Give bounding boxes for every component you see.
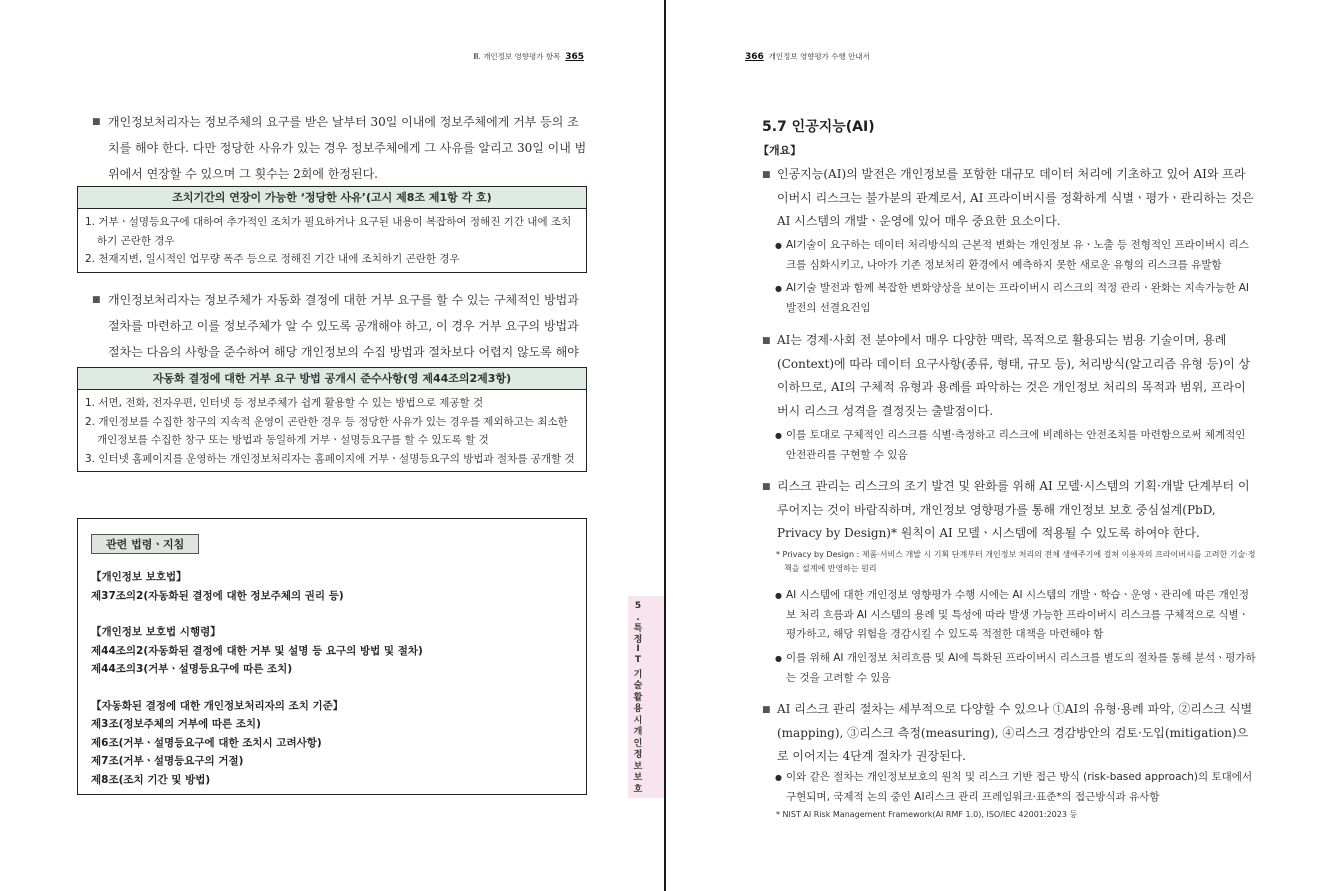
side-tab-char: 정 [633,635,643,645]
dot-bullet-icon: ● [775,654,782,663]
law-article: 제3조(정보주체의 거부에 따른 조치) [91,718,261,730]
side-tab-char: 개 [633,727,643,737]
square-bullet-icon: ■ [762,336,771,346]
side-tab-char: 활 [633,692,643,703]
dot-bullet-icon: ● [775,284,782,293]
bullet-text: 이를 토대로 구체적인 리스크를 식별·측정하고 리스크에 비례하는 안전조치를 마련함으로써 체계적인 안전관리를 구현할 수 있음 [786,429,1246,461]
paragraph [92,109,588,187]
square-bullet-icon: ■ [92,117,101,127]
header-section: 개인정보 영향평가 수행 안내서 [768,52,870,61]
info-box [77,186,587,273]
law-article: 제44조의2(자동화된 결정에 대한 거부 및 설명 등 요구의 방법 및 절차) [91,644,423,657]
paragraph [762,698,1256,769]
info-box-title: 조치기간의 연장이 가능한 ‘정당한 사유’(고시 제8조 제1항 각 호) [78,187,586,209]
law-article: 제7조(거부ㆍ설명등요구의 거절) [91,755,244,767]
dot-bullet-icon: ● [775,241,782,250]
info-box-item: 2. 천재지변, 일시적인 업무량 폭주 등으로 정해진 기간 내에 조치하기 곤란한 경우 [85,253,460,265]
side-tab-char: 인 [633,738,643,749]
related-laws-box [77,518,587,795]
square-bullet-icon: ■ [762,482,771,492]
bullet-text: AI기술이 요구하는 데이터 처리방식의 근본적 변화는 개인정보 유ㆍ노출 등 전형적인 프라이버시 리스크를 심화시키고, 나아가 기존 정보처리 환경에서 예측하지 못한 새로운 유형의 리스크를 유발함 [786,239,1249,271]
side-tab-char: I [636,643,640,654]
footnote-text: * Privacy by Design : 제품·서비스 개발 시 기획 단계부터 개인정보 처리의 전체 생애주기에 걸쳐 이용자의 프라이버시를 고려한 기술·정책을 설계에 반영하는 원리 [776,550,1256,573]
page-number: 365 [565,52,584,62]
side-tab-char: 시 [633,715,643,726]
paragraph [762,329,1256,423]
side-tab-char: T [634,655,642,665]
info-box-title: 자동화 결정에 대한 거부 요구 방법 공개시 준수사항(영 제44조의2제3항) [78,368,586,390]
law-article: 제44조의3(거부ㆍ설명등요구에 따른 조치) [91,663,293,675]
paragraph-text: AI 리스크 관리 절차는 세부적으로 다양할 수 있으나 ①AI의 유형·용례 파악, ②리스크 식별(mapping), ③리스크 측정(measuring), ④리스크 경감방안의 검토·도입(mitigation)으로 이어지는 4단계 절차가 권장된다. [777,702,1253,763]
chapter-side-tab [628,596,664,798]
left-page [0,0,664,891]
square-bullet-icon: ■ [762,705,771,715]
law-group-name: 【개인정보 보호법】 [91,571,187,583]
info-box-item: 3. 인터넷 홈페이지를 운영하는 개인정보처리자는 홈페이지에 거부ㆍ설명등요구의 방법과 절차를 공개할 것 [85,452,575,465]
paragraph-text: 개인정보처리자는 정보주체의 요구를 받은 날부터 30일 이내에 정보주체에게 거부 등의 조치를 해야 한다. 다만 정당한 사유가 있는 경우 정보주체에게 그 사유를 알리고 30일 이내 범위에서 연장할 수 있으며 그 횟수는 2회에 한정된다. [108,115,587,181]
side-tab-char: 술 [633,681,643,691]
side-tab-char: 특 [633,623,643,634]
square-bullet-icon: ■ [762,170,771,180]
side-tab-char: 5 [634,601,642,611]
bullet-text: 이를 위해 AI 개인정보 처리흐름 및 AI에 특화된 프라이버시 리스크를 별도의 절차를 통해 분석ㆍ평가하는 것을 고려할 수 있음 [786,652,1256,684]
section-title: 5.7 인공지능(AI) [762,119,875,135]
law-article: 제6조(거부ㆍ설명등요구에 대한 조치시 고려사항) [91,736,322,749]
paragraph-text: 개인정보처리자는 정보주체가 자동화 결정에 대한 거부 요구를 할 수 있는 구체적인 방법과 절차를 마련하고 이를 정보주체가 알 수 있도록 공개해야 하고, 이 경우 거부 요구의 방법과 절차는 다음의 사항을 준수하여 해당 개인정보의 수집 방법과 절차보다 어렵지 않도록 해야 [108,293,579,359]
side-tab-char: 용 [633,704,643,714]
info-box-item: 1. 서면, 전화, 전자우편, 인터넷 등 정보주체가 쉽게 활용할 수 있는 방법으로 제공할 것 [85,397,484,409]
side-tab-char: 호 [633,784,643,795]
footnote [776,548,1256,576]
bullet-item [775,426,1256,465]
law-group-name: 【개인정보 보호법 시행령】 [91,626,221,638]
bullet-item [775,236,1256,275]
law-group-name: 【자동화된 결정에 대한 개인정보처리자의 조치 기준】 [91,699,344,712]
info-box-item: 2. 개인정보를 수집한 창구의 지속적 운영이 곤란한 경우 등 정당한 사유가 있는 경우를 제외하고는 최소한 개인정보를 수집한 창구 또는 방법과 동일하게 거부ㆍ설명등요구를 할 수 있도록 할 것 [85,415,568,446]
page-header [745,51,870,62]
dot-bullet-icon: ● [775,431,782,440]
side-tab-char: 보 [633,761,643,772]
side-tab-char: . [636,612,640,623]
bullet-text: 이와 같은 절차는 개인정보보호의 원칙 및 리스크 기반 접근 방식 (risk-based approach)의 토대에서 구현되며, 국제적 논의 중인 AI리스크 관리 프레임워크·표준*의 접근방식과 유사함 [786,771,1253,803]
bullet-item [775,768,1256,807]
info-box [77,367,587,472]
side-tab-char: 보 [633,773,643,783]
header-section: Ⅲ. 개인정보 영향평가 항목 [473,52,561,61]
page-header [473,51,584,62]
square-bullet-icon: ■ [92,295,101,305]
paragraph-text: AI는 경제·사회 전 분야에서 매우 다양한 맥락, 목적으로 활용되는 범용 기술이며, 용례(Context)에 따라 데이터 요구사항(종류, 형태, 규모 등), 처리방식(알고리즘 유형 등)이 상이하므로, AI의 구체적 유형과 용례를 파악하는 것은 개인정보 처리의 목적과 범위, 프라이버시 리스크 성격을 결정짓는 출발점이다. [777,333,1251,418]
paragraph-text: 인공지능(AI)의 발전은 개인정보를 포함한 대규모 데이터 처리에 기초하고 있어 AI와 프라이버시 리스크는 불가분의 관계로서, AI 프라이버시를 정확하게 식별ㆍ평가ㆍ관리하는 것은 AI 시스템의 개발ㆍ운영에 있어 매우 중요한 요소이다. [777,167,1254,228]
paragraph [762,475,1256,546]
info-box-item: 1. 거부ㆍ설명등요구에 대하여 추가적인 조치가 필요하거나 요구된 내용이 복잡하여 정해진 기간 내에 조치하기 곤란한 경우 [85,216,572,247]
bullet-text: AI기술 발전과 함께 복잡한 변화양상을 보이는 프라이버시 리스크의 적정 관리ㆍ완화는 지속가능한 AI발전의 선결요건임 [786,282,1249,314]
footnote-text: * NIST AI Risk Management Framework(AI RMF 1.0), ISO/IEC 42001:2023 등 [776,810,1078,819]
dot-bullet-icon: ● [775,773,782,782]
bullet-item [775,649,1256,688]
law-article: 제8조(조치 기간 및 방법) [91,773,211,786]
dot-bullet-icon: ● [775,591,782,600]
footnote [776,808,1256,822]
subheading: 【개요】 [758,144,802,157]
side-tab-char: 정 [633,750,643,760]
side-tab-char: 기 [633,669,643,680]
law-article: 제37조의2(자동화된 결정에 대한 정보주체의 권리 등) [91,589,344,602]
bullet-item [775,586,1256,645]
bullet-item [775,279,1256,318]
related-laws-title: 관련 법령ㆍ지침 [91,534,199,554]
paragraph [762,163,1256,234]
bullet-text: AI 시스템에 대한 개인정보 영향평가 수행 시에는 AI 시스템의 개발ㆍ학습ㆍ운영ㆍ관리에 따른 개인정보 처리 흐름과 AI 시스템의 용례 및 특성에 따라 발생 가능한 프라이버시 리스크를 구체적으로 식별ㆍ평가하고, 해당 위험을 경감시킬 수 있도록 적절한 대책을 마련해야 함 [786,589,1249,640]
right-page [666,0,1330,891]
page-number: 366 [745,52,764,62]
paragraph-text: 리스크 관리는 리스크의 조기 발견 및 완화를 위해 AI 모델·시스템의 기획·개발 단계부터 이루어지는 것이 바람직하며, 개인정보 영향평가를 통해 개인정보 보호 중심설계(PbD, Privacy by Design)* 원칙이 AI 모델ㆍ시스템에 적용될 수 있도록 하여야 한다. [777,479,1250,540]
